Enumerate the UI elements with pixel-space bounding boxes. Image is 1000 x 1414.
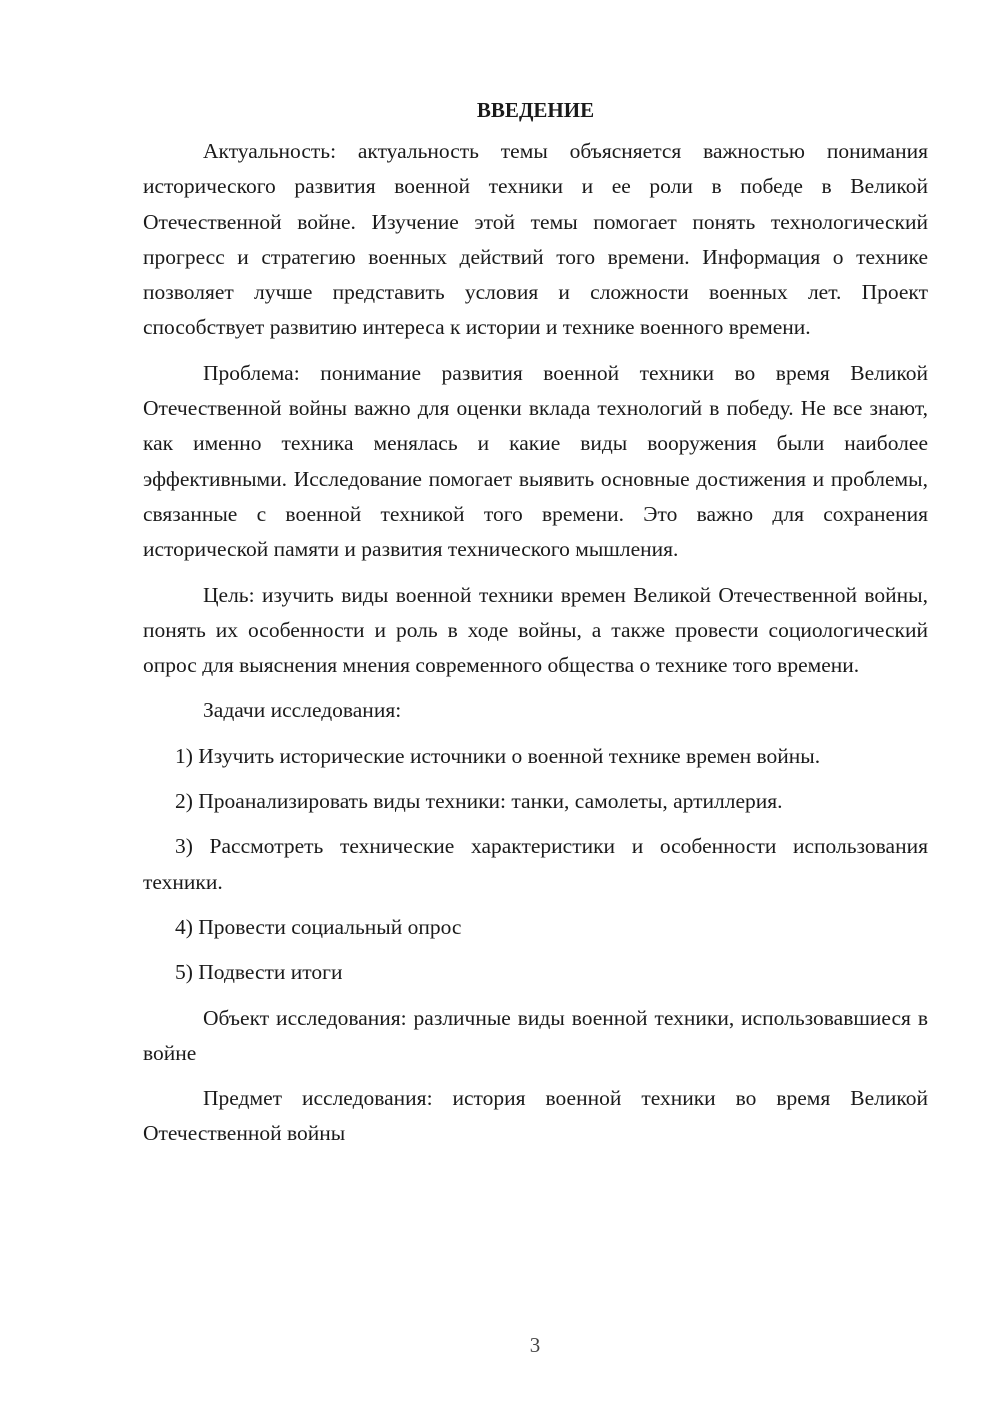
page-number: 3	[529, 1333, 541, 1357]
section-heading: ВВЕДЕНИЕ	[476, 98, 595, 122]
task-item-5: 5) Подвести итоги	[175, 960, 343, 985]
task-item-4: 4) Провести социальный опрос	[175, 914, 462, 939]
object-paragraph: Объект исследования: различные виды военной техники, использовавшиеся в войне	[143, 1005, 928, 1065]
goal-paragraph: Цель: изучить виды военной техники времен Великой Отечественной войны, понять их особенности и роль в ходе войны, а также провести социологический опрос для выяснения мнения современного общества о технике того времени.	[143, 582, 928, 678]
subject-paragraph: Предмет исследования: история военной техники во время Великой Отечественной войны	[143, 1086, 928, 1146]
relevance-paragraph: Актуальность: актуальность темы объясняется важностью понимания исторического развития военной техники и ее роли в победе в Великой Отечественной войне. Изучение этой темы помогает понять технологический прогресс и стратегию военных действий того времени. Информация о технике позволяет лучше представить условия и сложности военных лет. Проект способствует развитию интереса к истории и технике военного времени.	[143, 139, 928, 340]
task-item-3: 3) Рассмотреть технические характеристики и особенности использования техники.	[143, 834, 928, 894]
task-item-2: 2) Проанализировать виды техники: танки, самолеты, артиллерия.	[175, 789, 783, 814]
document-page	[143, 92, 928, 1162]
problem-paragraph: Проблема: понимание развития военной техники во время Великой Отечественной войны важно для оценки вклада технологий в победу. Не все знают, как именно техника менялась и какие виды вооружения были наиболее эффективными. Исследование помогает выявить основные достижения и проблемы, связанные с военной техникой того времени. Это важно для сохранения исторической памяти и развития технического мышления.	[143, 360, 928, 562]
tasks-title: Задачи исследования:	[203, 698, 402, 723]
task-item-1: 1) Изучить исторические источники о военной технике времен войны.	[175, 743, 821, 768]
